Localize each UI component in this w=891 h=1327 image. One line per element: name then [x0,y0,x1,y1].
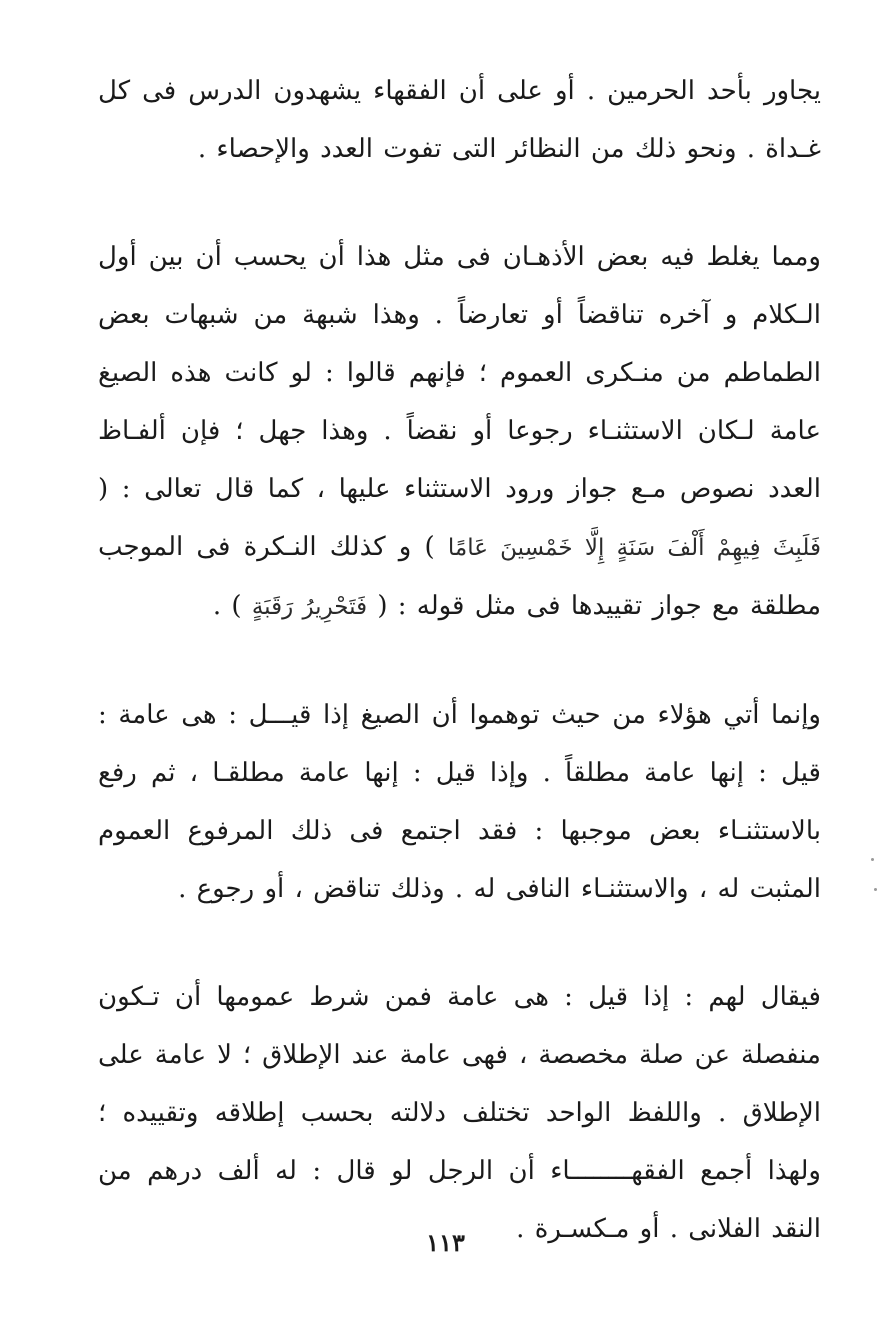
scan-speck [874,888,877,891]
paragraph-2-text-after: ) . [212,591,242,621]
page-number: ١١٣ [426,1228,465,1257]
paragraph-2-text-before: ومما يغلط فيه بعض الأذهـان فى مثل هذا أن يحسب أن بين أول الـكلام و آخره تناقضاً أو تعارضاً . وهذا شبهة من شبهات بعض الطماطم من منـكرى العموم ؛ فإنهم قالوا : لو كانت هذه الصيغ عامة لـكان الاستثنـاء رجوعا أو نقضاً . وهذا جهل ؛ فإن ألفـاظ العدد نصوص مـع جواز ورود الاستثناء عليها ، كما قال تعالى : ( [98,242,821,504]
quranic-verse-2: فَتَحْرِيرُ رَقَبَةٍ [251,594,368,620]
scan-speck [871,858,874,861]
paragraph-1: يجاور بأحد الحرمين . أو على أن الفقهاء يشهدون الدرس فى كل غـداة . ونحو ذلك من النظائر التى تفوت العدد والإحصاء . [98,76,821,164]
quranic-verse-1: فَلَبِثَ فِيهِمْ أَلْفَ سَنَةٍ إِلَّا خَمْسِينَ عَامًا [447,535,821,561]
paragraph-2-text-middle: ) و كذلك النـكرة فى الموجب مطلقة مع جواز تقييدها فى مثل قوله : ( [98,532,821,621]
paragraph-2 [98,228,821,636]
paragraph-4: فيقال لهم : إذا قيل : هى عامة فمن شرط عمومها أن تـكون منفصلة عن صلة مخصصة ، فهى عامة عند الإطلاق ؛ لا عامة على الإطلاق . واللفظ الواحد تختلف دلالته بحسب إطلاقه وتقييده ؛ ولهذا أجمع الفقهــــــــاء أن الرجل لو قال : له ألف درهم من النقد الفلانى . أو مـكسـرة . [98,982,821,1244]
paragraph-3: وإنما أتي هؤلاء من حيث توهموا أن الصيغ إذا قيـــل : هى عامة : قيل : إنها عامة مطلقاً . وإذا قيل : إنها عامة مطلقـا ، ثم رفع بالاستثنـاء بعض موجبها : فقد اجتمع فى ذلك المرفوع العموم المثبت له ، والاستثنـاء النافى له . وذلك تناقض ، أو رجوع . [98,700,821,904]
